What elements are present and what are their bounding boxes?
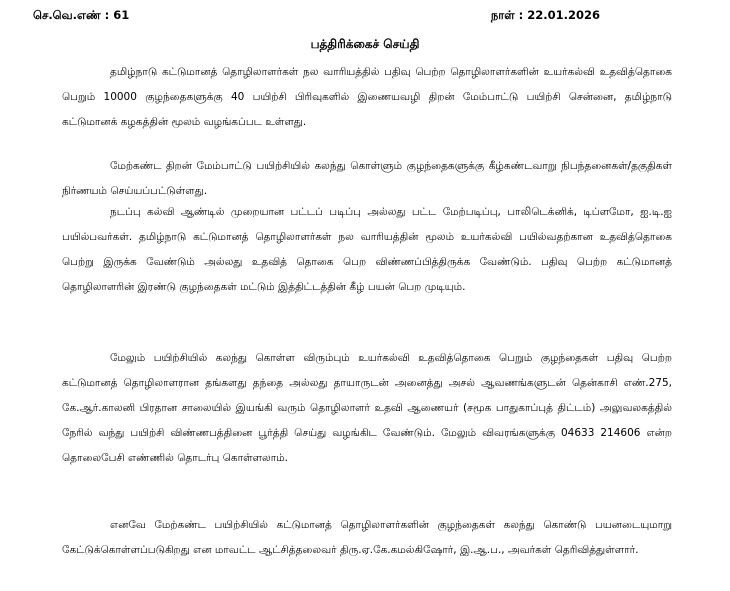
release-date: நாள் : 22.01.2026 [490, 8, 600, 22]
paragraph-intro: தமிழ்நாடு கட்டுமானத் தொழிலாளர்கள் நல வாரியத்தில் பதிவு பெற்ற தொழிலாளர்களின் உயர்கல்வி உதவித்தொகை பெறும் 10000 குழந்தைகளுக்கு 40 பயிற்சி பிரிவுகளில் இணையவழி திறன் மேம்பாட்டு பயிற்சி சென்னை, தமிழ்நாடு கட்டுமானக் கழகத்தின் மூலம் வழங்கப்பட உள்ளது. [62, 66, 672, 128]
paragraph-application: மேலும் பயிற்சியில் கலந்து கொள்ள விரும்பும் உயர்கல்வி உதவித்தொகை பெறும் குழந்தைகள் பதிவு பெற்ற கட்டுமானத் தொழிலாளரான தங்களது தந்தை அல்லது தாயாருடன் அனைத்து அசல் ஆவணங்களுடன் தென்காசி எண்.275, கே.ஆர்.காலனி பிரதான சாலையில் இயங்கி வரும் தொழிலாளர் உதவி ஆணையர் (சமூக பாதுகாப்புத் திட்டம்) அலுவலகத்தில் நேரில் வந்து பயிற்சி விண்ணபத்தினை பூர்த்தி செய்து வழங்கிட வேண்டும். மேலும் விவரங்களுக்கு 04633 214606 என்ற தொலைபேசி எண்ணில் தொடர்பு கொள்ளலாம். [62, 352, 672, 464]
paragraph-closing: எனவே மேற்கண்ட பயிற்சியில் கட்டுமானத் தொழிலாளர்களின் குழந்தைகள் கலந்து கொண்டு பயனடையுமாறு கேட்டுக்கொள்ளப்படுகிறது என மாவட்ட ஆட்சித்தலைவர் திரு.ஏ.கே.கமல்கிஷோர், இ.ஆ.ப., அவர்கள் தெரிவித்துள்ளார். [62, 519, 672, 556]
reference-number: செ.வெ.எண் : 61 [33, 8, 130, 22]
document-title: பத்திரிக்கைச் செய்தி [310, 37, 420, 51]
paragraph-conditions-heading: மேற்கண்ட திறன் மேம்பாட்டு பயிற்சியில் கலந்து கொள்ளும் குழந்தைகளுக்கு கீழ்கண்டவாறு நிபந்தனைகள்/தகுதிகள் நிர்ணயம் செய்யப்பட்டுள்ளது. [62, 160, 672, 197]
paragraph-eligibility: நடப்பு கல்வி ஆண்டில் முறையான பட்டப் படிப்பு அல்லது பட்ட மேற்படிப்பு, பாலிடெக்னிக், டிப்ளமோ, ஐ.டி.ஐ பயில்பவர்கள். தமிழ்நாடு கட்டுமானத் தொழிலாளர்கள் நல வாரியத்தின் மூலம் உயர்கல்வி பயில்வதற்கான உதவித்தொகை பெற்று இருக்க வேண்டும் அல்லது உதவித் தொகை பெற விண்ணப்பித்திருக்க வேண்டும். பதிவு பெற்ற கட்டுமானத் தொழிலாளரின் இரண்டு குழந்தைகள் மட்டும் இத்திட்டத்தின் கீழ் பயன் பெற முடியும். [62, 206, 672, 293]
